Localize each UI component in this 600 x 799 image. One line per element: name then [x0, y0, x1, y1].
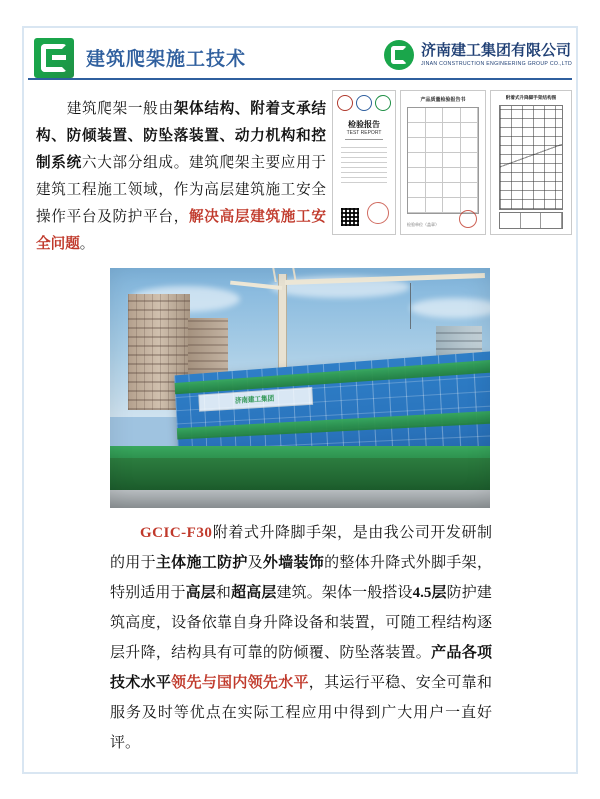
- intro-seg4-red: 解决高层建筑施工安全问题: [36, 209, 326, 252]
- bottom-seg4-bold: 外墙装饰: [262, 555, 325, 571]
- cert-a-text-lines: [341, 147, 387, 187]
- cert-b-footnote: 检验单位（盖章）: [407, 222, 439, 227]
- qr-code-icon: [341, 208, 359, 226]
- certification-marks: [337, 95, 391, 111]
- intro-seg2-bold: 架体结构、附着支承结构、防倾装置、防坠落装置、动力机构和控制系统: [36, 101, 326, 171]
- bottom-seg11: 防护建筑高度，设备依靠自身升降设备和装置，可随工程结构逐层升降，结构具有可靠的防倾覆、防坠落装置。: [110, 585, 492, 661]
- frame-border-right: [576, 26, 578, 774]
- drawing-grid: [499, 105, 563, 210]
- header-divider: [28, 78, 572, 80]
- inspection-document[interactable]: [400, 90, 486, 235]
- bottom-seg2-bold: 主体施工防护: [155, 555, 248, 571]
- bottom-seg9: 建筑。架体一般搭设: [276, 585, 413, 601]
- intro-seg5: 。: [79, 236, 95, 252]
- red-seal-stamp-icon: [459, 210, 477, 228]
- company-name-cn: 济南建工集团有限公司: [420, 42, 571, 59]
- company-badge: [384, 38, 572, 72]
- intro-paragraph: [36, 96, 326, 258]
- bottom-seg14: ，其运行平稳、安全可靠和服务及时等优点在实际工程应用中得到广大用户一直好评。: [110, 675, 492, 751]
- test-report-certificate[interactable]: [332, 90, 396, 235]
- cert-a-divider: [345, 139, 383, 140]
- photo-cloud: [410, 298, 490, 318]
- company-name-en: JINAN CONSTRUCTION ENGINEERING GROUP CO.,LTD: [420, 60, 572, 67]
- jcic-green-logo-icon: [34, 38, 74, 78]
- cert-a-subtitle: TEST REPORT: [346, 130, 382, 136]
- certificate-thumbnails: [332, 90, 572, 235]
- bottom-seg7: 和: [215, 585, 232, 601]
- product-model: GCIC-F30: [140, 525, 213, 541]
- cert-b-title: 产品质量检验报告书: [420, 98, 466, 103]
- page-title: 建筑爬架施工技术: [86, 49, 247, 70]
- climbing-scaffold-site-photo: [110, 268, 490, 508]
- cert-a-title: 检验报告: [348, 120, 380, 129]
- bottom-seg1: 附着式升降脚手架，是由我公司开发研制的用于: [110, 525, 492, 571]
- bottom-seg5: 的整体升降式外脚手架，特别适用于: [110, 555, 492, 601]
- cert-b-table: [407, 107, 479, 214]
- drawing-title-block-icon: [499, 212, 563, 229]
- bottom-seg10-bold: 4.5层: [412, 585, 447, 601]
- engineering-drawing[interactable]: [490, 90, 572, 235]
- photo-scaffold-green-band: [177, 411, 490, 440]
- frame-border-top: [22, 26, 578, 28]
- bottom-seg8-bold: 超高层: [231, 585, 277, 601]
- red-seal-stamp-icon: [367, 202, 389, 224]
- bottom-seg12-bold: 产品各项技术水平: [110, 645, 492, 691]
- intro-seg3: 六大部分组成。建筑爬架主要应用于建筑工程施工领域，作为高层建筑施工安全操作平台及防护平台，: [36, 155, 326, 225]
- frame-border-left: [22, 26, 24, 774]
- photo-tree-line: [110, 458, 490, 492]
- bottom-seg3: 及: [247, 555, 263, 571]
- cert-c-title: 附着式升降脚手架结构图: [505, 95, 557, 100]
- page-header: [28, 36, 572, 80]
- bottom-seg13-red: 领先与国内领先水平: [171, 675, 309, 691]
- photo-crane-cable: [410, 283, 411, 329]
- photo-road: [110, 490, 490, 508]
- bottom-seg6-bold: 高层: [185, 585, 216, 601]
- frame-border-bottom: [22, 772, 578, 774]
- company-round-logo-icon: [384, 40, 414, 70]
- intro-seg1: 建筑爬架一般由: [66, 101, 174, 117]
- product-description-paragraph: [110, 518, 492, 758]
- photo-banner-text: 济南建工集团: [234, 394, 275, 405]
